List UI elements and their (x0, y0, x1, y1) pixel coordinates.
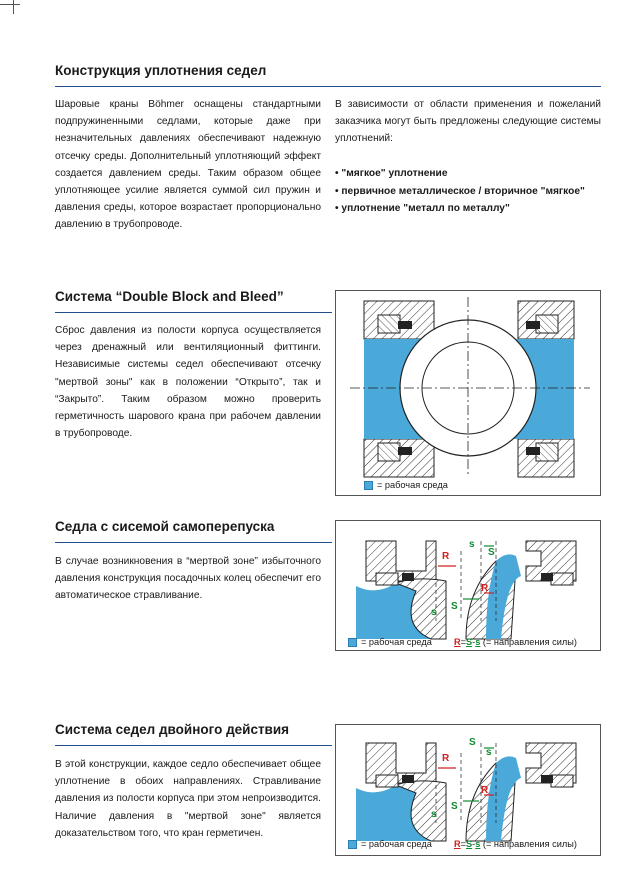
section1-left-text: Шаровые краны Böhmer оснащены стандартными подпружиненными седлами, которые даже при незначительных давлениях обеспечивают надежную отсечку среды. Дополнительный уплотняющий эффект создается давлением среды. Таким образом общее уплотняющее усилие является суммой сил пружин и давления среды, которое возрастает пропорционально давлению в трубопроводе. (55, 99, 321, 231)
force-r-label: R (481, 583, 489, 594)
force-s-label: S (488, 547, 495, 558)
dbb-diagram-drawing (336, 291, 602, 497)
force-formula: R=S-s (= направления силы) (454, 839, 577, 849)
legend-label: = рабочая среда (361, 839, 432, 849)
list-item: • "мягкое" уплотнение (335, 168, 448, 179)
force-s-label: S (469, 737, 476, 748)
section1-rule (55, 86, 601, 87)
list-item: • первичное металлическое / вторичное "мягкое" (335, 185, 585, 197)
seal-types-list (335, 165, 605, 218)
force-r-label: R (442, 551, 450, 562)
force-r-label: R (481, 785, 489, 796)
force-s-label: s (486, 747, 492, 758)
section2-rule (55, 312, 332, 313)
dbb-diagram (335, 290, 601, 496)
section4-rule (55, 745, 332, 746)
section4-title: Система седел двойного действия (55, 722, 290, 737)
force-s-label: s (431, 607, 437, 618)
section4-text: В этой конструкции, каждое седло обеспечивает общее уплотнение в обоих направлениях. Стравливание давления из полости корпуса при этом непроизводится. Наличие давления в "мертвой зоне" является доказательством того, что кран герметичен. (55, 759, 321, 839)
self-relief-diagram (335, 520, 601, 651)
list-item: • уплотнение "металл по металлу" (335, 203, 510, 214)
dbb-legend (364, 480, 448, 490)
self-relief-legend (348, 637, 432, 647)
section2-text: Сброс давления из полости корпуса осуществляется через дренажный или вентиляционный фиттинги. Независимые системы седел обеспечивают отсечку "мертвой зоны" как в положении “Открыто”, так и “Закрыто”. Таким образом можно проверить герметичность шарового крана при рабочем давлении в трубопроводе. (55, 325, 321, 440)
force-s-label: S (451, 801, 458, 812)
section3-rule (55, 542, 332, 543)
medium-swatch (348, 840, 357, 849)
section3-title: Седла с сисемой самоперепуска (55, 519, 275, 534)
section3-text: В случае возникновения в “мертвой зоне” избыточного давления конструкция посадочных колец обеспечит его автоматическое стравливание. (55, 556, 321, 602)
force-r-label: R (442, 753, 450, 764)
force-s-label: S (451, 601, 458, 612)
force-s-label: s (431, 809, 437, 820)
force-s-label: s (469, 539, 475, 550)
double-action-diagram (335, 724, 601, 856)
section1-right-text: В зависимости от области применения и пожеланий заказчика могут быть предложены следующие системы уплотнений: (335, 99, 601, 145)
double-action-legend (348, 839, 432, 849)
legend-label: = рабочая среда (377, 480, 448, 490)
force-formula: R=S-s (= направления силы) (454, 637, 577, 647)
medium-swatch (364, 481, 373, 490)
section2-title: Система “Double Block and Bleed” (55, 289, 284, 304)
crop-mark (0, 0, 14, 14)
crop-mark-h (0, 4, 20, 5)
medium-swatch (348, 638, 357, 647)
legend-label: = рабочая среда (361, 637, 432, 647)
section1-title: Конструкция уплотнения седел (55, 63, 267, 78)
